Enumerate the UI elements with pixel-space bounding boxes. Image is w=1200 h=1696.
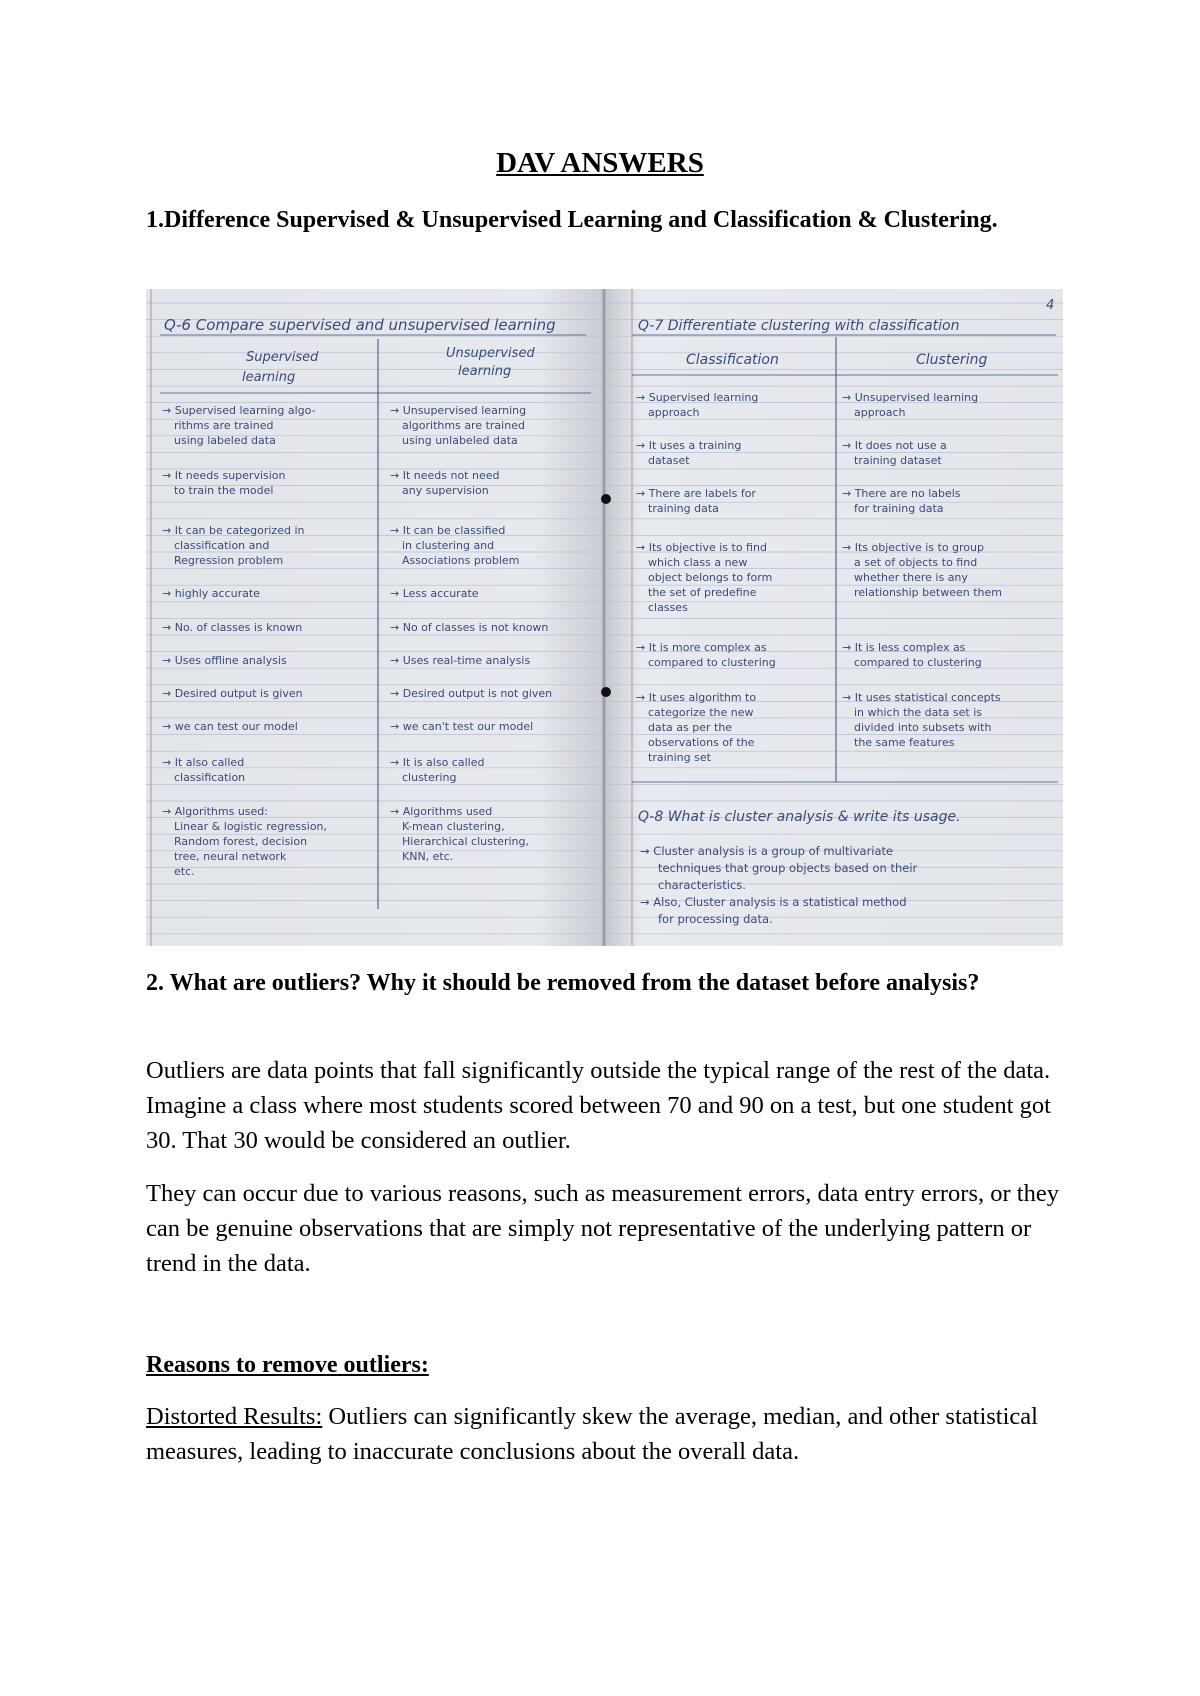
q6-unsupervised-item-line: → Less accurate: [390, 587, 479, 600]
q7-classification-item-line: compared to clustering: [648, 656, 776, 669]
q6-supervised-item-line: → It also called: [162, 756, 245, 769]
q7-clustering-item-line: in which the data set is: [854, 706, 982, 719]
q7-clustering-item-line: approach: [854, 406, 906, 419]
q6-unsupervised-item-line: using unlabeled data: [402, 434, 518, 447]
q6-supervised-item-line: → Algorithms used:: [162, 805, 268, 818]
q7-clustering-item-line: → It does not use a: [842, 439, 947, 452]
question-2-heading: 2. What are outliers? Why it should be removed from the dataset before analysis?: [146, 970, 980, 996]
q7-classification-item-line: observations of the: [648, 736, 755, 749]
q7-clustering-item-line: divided into subsets with: [854, 721, 992, 734]
q6-supervised-item-line: → Uses offline analysis: [162, 654, 287, 667]
reason-distorted-results: [146, 1399, 1076, 1469]
q7-classification-item-line: approach: [648, 406, 700, 419]
q8-question: Q-8 What is cluster analysis & write its usage.: [638, 809, 961, 825]
q7-classification-item-line: data as per the: [648, 721, 733, 734]
q8-answer-line: techniques that group objects based on their: [658, 861, 918, 875]
q6-unsupervised-item-line: → Uses real-time analysis: [390, 654, 531, 667]
q7-classification-item-line: → It is more complex as: [636, 641, 767, 654]
q6-unsupervised-item-line: K-mean clustering,: [402, 820, 505, 833]
outliers-causes-paragraph: They can occur due to various reasons, such as measurement errors, data entry errors, or they can be genuine observations that are simply not representative of the underlying pattern or trend in the data.: [146, 1180, 1059, 1277]
q6-col2-header-line2: learning: [458, 364, 512, 379]
q6-supervised-item-line: Random forest, decision: [174, 835, 308, 848]
reason-label: Distorted Results:: [146, 1403, 323, 1430]
notebook-photo: [146, 289, 1063, 946]
q7-classification-item-line: object belongs to form: [648, 571, 773, 584]
q8-answer-line: characteristics.: [658, 878, 746, 892]
q6-supervised-item-line: → Desired output is given: [162, 687, 303, 700]
q6-supervised-item-line: etc.: [174, 865, 195, 878]
q6-unsupervised-item-line: clustering: [402, 771, 457, 784]
q6-supervised-item-line: → we can test our model: [162, 720, 298, 733]
q6-col1-header-line1: Supervised: [246, 350, 319, 365]
q6-supervised-item-line: → It needs supervision: [162, 469, 286, 482]
q6-supervised-item-line: Linear & logistic regression,: [174, 820, 328, 833]
q7-classification-item-line: → Its objective is to find: [636, 541, 767, 554]
q6-unsupervised-item-line: Associations problem: [402, 554, 520, 567]
reason-text: Outliers can significantly skew the average, median, and other statistical measures, leading to inaccurate conclusions about the overall data.: [146, 1403, 1038, 1465]
q7-clustering-item-line: training dataset: [854, 454, 942, 467]
q7-classification-item-line: which class a new: [648, 556, 748, 569]
q6-unsupervised-item-line: in clustering and: [402, 539, 495, 552]
q7-clustering-item-line: relationship between them: [854, 586, 1002, 599]
q6-supervised-item-line: → highly accurate: [162, 587, 260, 600]
q7-clustering-item-line: compared to clustering: [854, 656, 982, 669]
notebook-page-number: 4: [1046, 298, 1055, 313]
q8-answer-line: → Cluster analysis is a group of multivariate: [640, 844, 894, 858]
q7-col2-header: Clustering: [916, 352, 988, 368]
q6-supervised-item-line: → No. of classes is known: [162, 621, 303, 634]
q7-clustering-item-line: → It uses statistical concepts: [842, 691, 1001, 704]
q7-classification-item-line: training data: [648, 502, 719, 515]
q7-classification-item-line: → It uses a training: [636, 439, 742, 452]
q6-unsupervised-item-line: any supervision: [402, 484, 489, 497]
q6-supervised-item-line: rithms are trained: [174, 419, 274, 432]
q6-supervised-item-line: classification: [174, 771, 246, 784]
q6-unsupervised-item-line: algorithms are trained: [402, 419, 525, 432]
notebook-photo-drawing: [146, 289, 1063, 946]
reasons-heading: Reasons to remove outliers:: [146, 1352, 429, 1378]
q7-question: Q-7 Differentiate clustering with classification: [638, 318, 960, 334]
q6-unsupervised-item-line: → Algorithms used: [390, 805, 493, 818]
q7-clustering-item-line: → Its objective is to group: [842, 541, 984, 554]
q7-classification-item-line: categorize the new: [648, 706, 754, 719]
q6-unsupervised-item-line: → It can be classified: [390, 524, 506, 537]
q6-supervised-item-line: classification and: [174, 539, 270, 552]
q6-unsupervised-item-line: → Desired output is not given: [390, 687, 553, 700]
q7-clustering-item-line: for training data: [854, 502, 944, 515]
q6-unsupervised-item-line: → It needs not need: [390, 469, 500, 482]
q7-col1-header: Classification: [686, 352, 779, 368]
q6-unsupervised-item-line: Hierarchical clustering,: [402, 835, 529, 848]
q7-clustering-item-line: → It is less complex as: [842, 641, 966, 654]
q6-unsupervised-item-line: KNN, etc.: [402, 850, 454, 863]
q6-supervised-item-line: to train the model: [174, 484, 274, 497]
outliers-definition-paragraph: Outliers are data points that fall significantly outside the typical range of the rest of the data. Imagine a class where most students scored between 70 and 90 on a test, but one student got 30. That 30 would be considered an outlier.: [146, 1057, 1051, 1154]
q6-supervised-item-line: using labeled data: [174, 434, 276, 447]
q6-supervised-item-line: tree, neural network: [174, 850, 287, 863]
question-1-heading: 1.Difference Supervised & Unsupervised Learning and Classification & Clustering.: [146, 207, 998, 233]
q7-clustering-item-line: whether there is any: [854, 571, 968, 584]
document-title: DAV ANSWERS: [496, 147, 704, 179]
q7-classification-item-line: → Supervised learning: [636, 391, 759, 404]
binding-hole-bottom: [601, 687, 611, 697]
q7-classification-item-line: → There are labels for: [636, 487, 756, 500]
q7-clustering-item-line: → There are no labels: [842, 487, 961, 500]
q6-col2-header-line1: Unsupervised: [446, 346, 535, 361]
q6-supervised-item-line: Regression problem: [174, 554, 284, 567]
q6-supervised-item-line: → It can be categorized in: [162, 524, 305, 537]
q7-classification-item-line: the set of predefine: [648, 586, 757, 599]
q7-classification-item-line: classes: [648, 601, 688, 614]
q6-unsupervised-item-line: → It is also called: [390, 756, 485, 769]
q7-classification-item-line: dataset: [648, 454, 690, 467]
q6-question: Q-6 Compare supervised and unsupervised learning: [164, 316, 556, 334]
q7-clustering-item-line: the same features: [854, 736, 955, 749]
q6-unsupervised-item-line: → Unsupervised learning: [390, 404, 527, 417]
q7-classification-item-line: training set: [648, 751, 711, 764]
q6-supervised-item-line: → Supervised learning algo-: [162, 404, 316, 417]
q7-clustering-item-line: → Unsupervised learning: [842, 391, 979, 404]
q8-answer-line: → Also, Cluster analysis is a statistical method: [640, 895, 907, 909]
q6-col1-header-line2: learning: [242, 370, 296, 385]
binding-hole-top: [601, 494, 611, 504]
q7-classification-item-line: → It uses algorithm to: [636, 691, 757, 704]
q6-unsupervised-item-line: → we can't test our model: [390, 720, 534, 733]
q6-unsupervised-item-line: → No of classes is not known: [390, 621, 549, 634]
q7-clustering-item-line: a set of objects to find: [854, 556, 978, 569]
q8-answer-line: for processing data.: [658, 912, 773, 926]
